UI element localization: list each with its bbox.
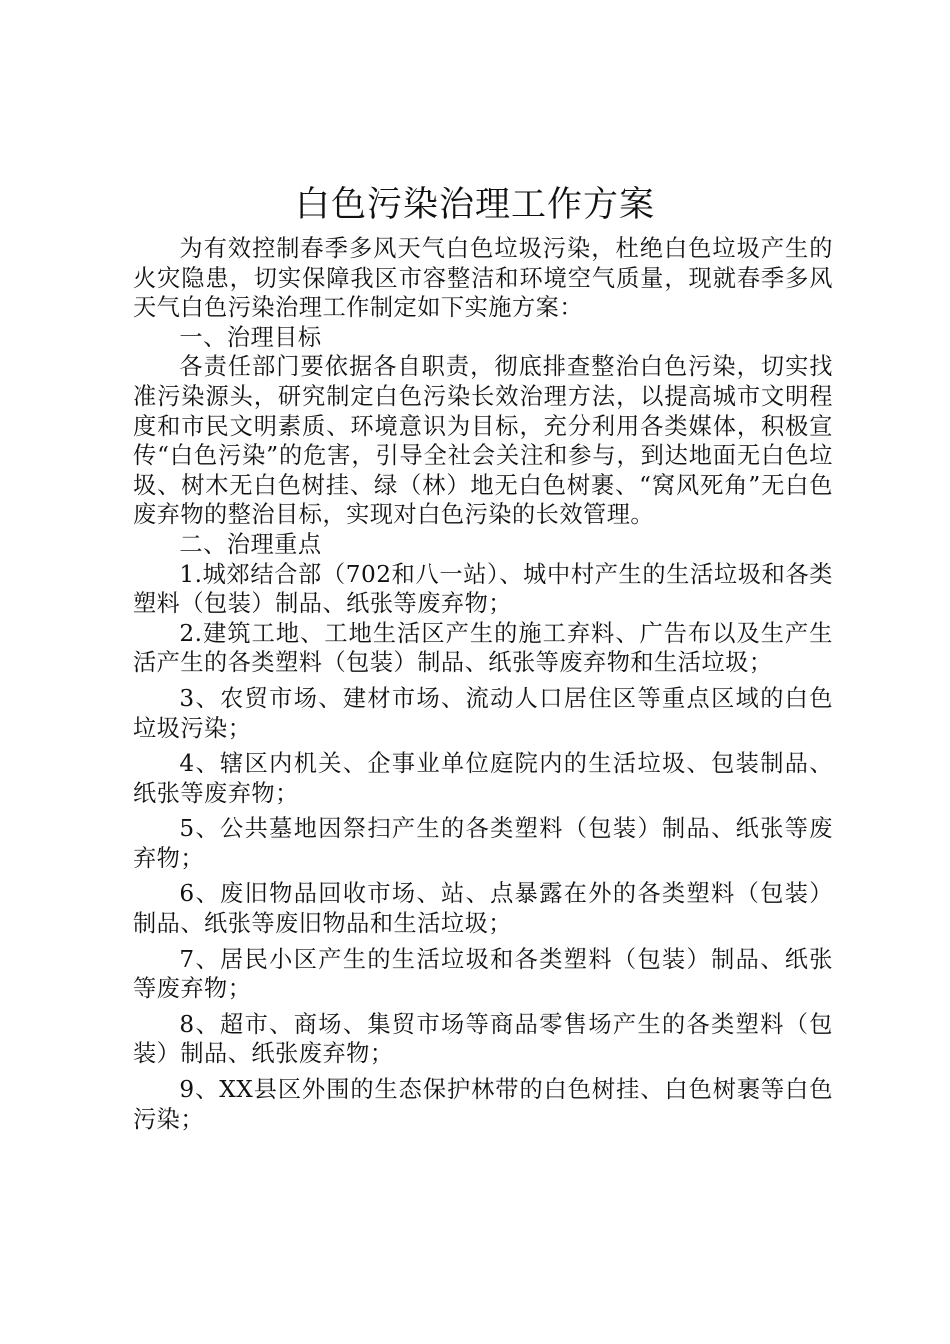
document-body <box>133 234 833 1134</box>
document-title: 白色污染治理工作方案 <box>294 185 655 225</box>
section-heading-goals: 一、治理目标 <box>179 323 322 351</box>
list-item-2: 2.建筑工地、工地生活区产生的施工弃料、广告布以及生产生活产生的各类塑料（包装）制品、纸张等废弃物和生活垃圾； <box>133 619 833 677</box>
section-heading-focus: 二、治理重点 <box>179 530 322 558</box>
paragraph-goals: 各责任部门要依据各自职责，彻底排查整治白色污染，切实找准污染源头，研究制定白色污染长效治理方法，以提高城市文明程度和市民文明素质、环境意识为目标，充分利用各类媒体，积极宣传“白色污染”的危害，引导全社会关注和参与，到达地面无白色垃圾、树木无白色树挂、绿（林）地无白色树裹、“窝风死角”无白色废弃物的整治目标，实现对白色污染的长效管理。 <box>133 353 833 529</box>
list-item-4: 4、辖区内机关、企事业单位庭院内的生活垃圾、包装制品、纸张等废弃物； <box>133 750 833 807</box>
list-item-9: 9、XX县区外围的生态保护林带的白色树挂、白色树裹等白色污染； <box>133 1076 833 1133</box>
list-item-7: 7、居民小区产生的生活垃圾和各类塑料（包装）制品、纸张等废弃物； <box>133 945 833 1003</box>
list-item-3: 3、农贸市场、建材市场、流动人口居住区等重点区域的白色垃圾污染； <box>133 684 833 742</box>
list-item-6: 6、废旧物品回收市场、站、点暴露在外的各类塑料（包装）制品、纸张等废旧物品和生活垃圾； <box>133 880 833 938</box>
list-item-5: 5、公共墓地因祭扫产生的各类塑料（包装）制品、纸张等废弃物； <box>133 815 833 872</box>
paragraph-intro: 为有效控制春季多风天气白色垃圾污染，杜绝白色垃圾产生的火灾隐患，切实保障我区市容整洁和环境空气质量，现就春季多风天气白色污染治理工作制定如下实施方案： <box>133 235 833 322</box>
list-item-8: 8、超市、商场、集贸市场等商品零售场产生的各类塑料（包装）制品、纸张废弃物； <box>133 1010 833 1068</box>
list-item-1: 1.城郊结合部（702和八一站）、城中村产生的生活垃圾和各类塑料（包装）制品、纸张等废弃物； <box>133 560 833 618</box>
